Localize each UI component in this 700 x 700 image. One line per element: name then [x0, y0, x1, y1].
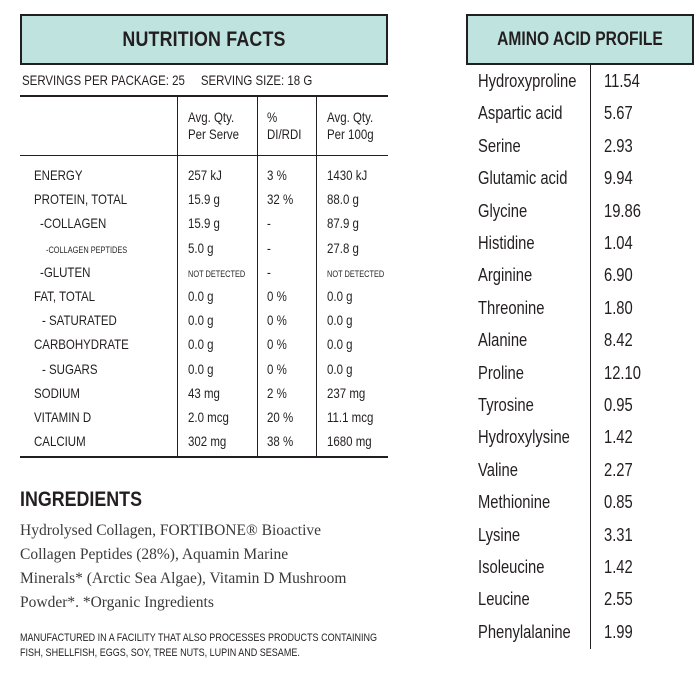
- nutrition-row: [20, 429, 388, 453]
- amino-acid-value: 11.54: [604, 71, 640, 91]
- di-rdi-value: -: [267, 239, 271, 256]
- amino-column-divider: [590, 65, 591, 649]
- per-100g-value: 0.0 g: [327, 360, 353, 377]
- ingredients-line: Minerals* (Arctic Sea Algae), Vitamin D Mushroom: [20, 570, 347, 587]
- di-rdi-value: 0 %: [267, 312, 287, 329]
- nutrition-table: [20, 95, 388, 458]
- amino-acid-value: 1.99: [604, 621, 633, 642]
- di-rdi-value: 0 %: [267, 288, 287, 304]
- col-header-line: DI/RDI: [267, 126, 302, 142]
- nutrient-label: CARBOHYDRATE: [34, 336, 129, 353]
- di-rdi-value: 2 %: [267, 384, 287, 401]
- di-rdi-value: 38 %: [267, 433, 294, 450]
- nutrient-label: -GLUTEN: [40, 263, 91, 280]
- per-serve-value: 43 mg: [188, 384, 220, 401]
- ingredients-line: Powder*. *Organic Ingredients: [20, 594, 214, 611]
- amino-acid-value: 8.42: [604, 330, 633, 351]
- ingredients-line: Hydrolysed Collagen, FORTIBONE® Bioactive: [20, 522, 322, 539]
- nutrition-row: [20, 187, 388, 211]
- amino-acid-value: 5.67: [604, 103, 633, 124]
- amino-acid-value: 0.95: [604, 395, 633, 415]
- amino-acid-value: 12.10: [604, 362, 641, 383]
- per-100g-value: 88.0 g: [327, 191, 359, 208]
- nutrient-label: -COLLAGEN PEPTIDES: [46, 244, 128, 255]
- amino-acid-value: 1.04: [604, 233, 633, 253]
- di-rdi-value: -: [267, 263, 271, 280]
- per-serve-value: 0.0 g: [188, 288, 214, 304]
- amino-acid-value: 2.55: [604, 589, 633, 610]
- nutrient-label: ENERGY: [34, 167, 83, 183]
- nutrition-row: [20, 332, 388, 356]
- nutrient-label: - SUGARS: [42, 360, 98, 377]
- col-header-line: Avg. Qty.: [188, 109, 235, 125]
- per-serve-value: 2.0 mcg: [188, 409, 229, 425]
- di-rdi-value: -: [267, 215, 271, 232]
- per-100g-value: 0.0 g: [327, 336, 353, 353]
- ingredients-text: [20, 519, 420, 615]
- amino-acid-value: 1.42: [604, 427, 633, 448]
- amino-acid-name: Histidine: [478, 233, 535, 253]
- per-100g-value: 87.9 g: [327, 215, 359, 232]
- per-100g-value: 0.0 g: [327, 288, 353, 304]
- col-header-di-rdi: [267, 109, 309, 143]
- per-100g-value: 1680 mg: [327, 433, 372, 450]
- col-header-line: Per 100g: [327, 126, 374, 142]
- per-serve-value: 257 kJ: [188, 167, 222, 183]
- allergen-line: MANUFACTURED IN A FACILITY THAT ALSO PROCESSES PRODUCTS CONTAINING: [20, 632, 378, 644]
- di-rdi-value: 20 %: [267, 409, 294, 425]
- col-header-per-serve: [188, 109, 250, 143]
- nutrient-label: CALCIUM: [34, 433, 86, 450]
- ingredients-title: INGREDIENTS: [20, 488, 142, 511]
- col-header-line: %: [267, 109, 278, 125]
- amino-acid-header: [466, 14, 694, 65]
- ingredients-heading: [20, 488, 164, 512]
- nutrition-row: [20, 381, 388, 405]
- per-100g-value: NOT DETECTED: [327, 268, 385, 279]
- amino-acid-name: Lysine: [478, 524, 521, 545]
- nutrition-facts-header: [20, 14, 388, 65]
- nutrient-label: FAT, TOTAL: [34, 288, 96, 304]
- nutrition-facts-title: NUTRITION FACTS: [122, 27, 286, 51]
- per-serve-value: 0.0 g: [188, 360, 214, 377]
- amino-acid-name: Glycine: [478, 200, 528, 221]
- ingredients-line: Collagen Peptides (28%), Aquamin Marine: [20, 546, 289, 563]
- nutrient-label: SODIUM: [34, 384, 80, 401]
- nutrient-label: VITAMIN D: [34, 409, 92, 425]
- di-rdi-value: 32 %: [267, 191, 294, 208]
- per-serve-value: 302 mg: [188, 433, 227, 450]
- nutrition-row: [20, 308, 388, 332]
- per-serve-value: NOT DETECTED: [188, 268, 246, 279]
- amino-acid-name: Hydroxylysine: [478, 427, 570, 448]
- amino-acid-name: Leucine: [478, 589, 530, 610]
- per-serve-value: 5.0 g: [188, 239, 214, 256]
- allergen-statement: [20, 631, 440, 661]
- per-serve-value: 0.0 g: [188, 312, 214, 329]
- nutrition-row: [20, 405, 388, 429]
- amino-acid-name: Valine: [478, 459, 518, 480]
- servings-line: SERVINGS PER PACKAGE: 25 SERVING SIZE: 18 G: [22, 72, 313, 88]
- amino-acid-value: 2.27: [604, 459, 633, 480]
- amino-acid-name: Hydroxyproline: [478, 71, 577, 91]
- amino-acid-name: Isoleucine: [478, 557, 545, 577]
- nutrition-row: [20, 236, 388, 260]
- amino-acid-list: [468, 65, 692, 649]
- amino-acid-value: 1.80: [604, 297, 633, 318]
- header-divider: [20, 155, 388, 156]
- nutrition-row: [20, 260, 388, 284]
- per-100g-value: 237 mg: [327, 384, 366, 401]
- amino-acid-name: Threonine: [478, 297, 545, 318]
- amino-acid-name: Phenylalanine: [478, 621, 571, 642]
- amino-acid-value: 3.31: [604, 524, 633, 545]
- amino-acid-name: Glutamic acid: [478, 168, 568, 189]
- per-serve-value: 15.9 g: [188, 191, 220, 208]
- nutrition-row: [20, 211, 388, 235]
- col-header-line: Avg. Qty.: [327, 109, 374, 125]
- col-header-per-100g: [327, 109, 384, 143]
- amino-acid-title: AMINO ACID PROFILE: [497, 28, 663, 50]
- amino-acid-value: 0.85: [604, 492, 633, 513]
- per-100g-value: 27.8 g: [327, 239, 359, 256]
- di-rdi-value: 0 %: [267, 360, 287, 377]
- amino-acid-name: Aspartic acid: [478, 103, 563, 124]
- amino-acid-value: 19.86: [604, 200, 641, 221]
- nutrient-label: PROTEIN, TOTAL: [34, 191, 128, 208]
- per-serve-value: 0.0 g: [188, 336, 214, 353]
- amino-acid-value: 2.93: [604, 135, 633, 156]
- amino-acid-name: Serine: [478, 135, 521, 156]
- amino-acid-name: Alanine: [478, 330, 528, 351]
- amino-acid-name: Methionine: [478, 492, 551, 513]
- col-header-line: Per Serve: [188, 126, 240, 142]
- per-100g-value: 11.1 mcg: [327, 409, 374, 425]
- di-rdi-value: 0 %: [267, 336, 287, 353]
- servings-info: [22, 72, 376, 88]
- amino-acid-name: Arginine: [478, 265, 533, 286]
- allergen-line: FISH, SHELLFISH, EGGS, SOY, TREE NUTS, LUPIN AND SESAME.: [20, 647, 300, 659]
- nutrition-row: [20, 284, 388, 308]
- amino-acid-value: 6.90: [604, 265, 633, 286]
- amino-acid-name: Proline: [478, 362, 524, 383]
- di-rdi-value: 3 %: [267, 167, 287, 183]
- per-100g-value: 0.0 g: [327, 312, 353, 329]
- amino-acid-value: 1.42: [604, 557, 633, 577]
- nutrition-row: [20, 357, 388, 381]
- amino-acid-name: Tyrosine: [478, 395, 534, 415]
- nutrition-row: [20, 163, 388, 187]
- amino-acid-value: 9.94: [604, 168, 633, 189]
- nutrient-label: - SATURATED: [42, 312, 117, 329]
- per-100g-value: 1430 kJ: [327, 167, 368, 183]
- nutrient-label: -COLLAGEN: [40, 215, 107, 232]
- per-serve-value: 15.9 g: [188, 215, 220, 232]
